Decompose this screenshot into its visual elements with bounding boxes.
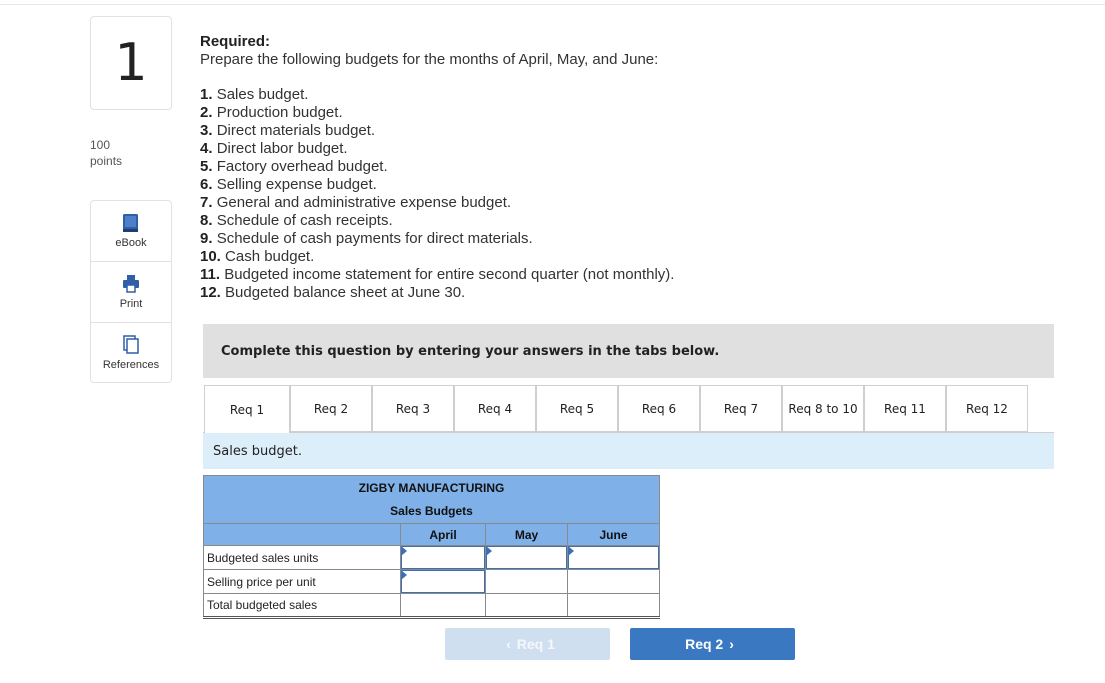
list-item: 5. Factory overhead budget. [200, 158, 388, 175]
ebook-button[interactable] [91, 201, 171, 262]
list-item: 10. Cash budget. [200, 248, 315, 265]
row-label: Selling price per unit [204, 570, 401, 594]
section-subheading: Sales budget. [203, 433, 1054, 469]
cell-input[interactable] [401, 571, 485, 593]
list-item: 8. Schedule of cash receipts. [200, 212, 393, 229]
tab-req-2[interactable]: Req 2 [290, 385, 372, 432]
top-divider [0, 4, 1105, 5]
input-marker-icon [486, 546, 492, 556]
tab-req-11[interactable]: Req 11 [864, 385, 946, 432]
document-stack-icon [122, 335, 140, 355]
references-label: References [102, 359, 160, 371]
column-header-april: April [401, 524, 486, 546]
list-item: 11. Budgeted income statement for entire second quarter (not monthly). [200, 266, 675, 283]
selling-price-april-input[interactable] [401, 570, 486, 594]
points-value: 100 [90, 138, 111, 152]
input-marker-icon [401, 546, 407, 556]
table-title: Sales Budgets [204, 500, 660, 524]
selling-price-june-cell [568, 570, 660, 594]
printer-icon [122, 274, 140, 294]
required-heading: Required: [200, 33, 271, 50]
total-budgeted-sales-april-cell [401, 594, 486, 618]
prev-button-label: Req 1 [516, 636, 555, 652]
tab-req-3[interactable]: Req 3 [372, 385, 454, 432]
column-header-may: May [486, 524, 568, 546]
selling-price-may-cell [486, 570, 568, 594]
print-button[interactable] [91, 262, 171, 323]
tab-req-7[interactable]: Req 7 [700, 385, 782, 432]
points-label: points [90, 154, 123, 168]
column-header-blank [204, 524, 401, 546]
ebook-label: eBook [115, 237, 147, 249]
prev-req-button[interactable] [445, 628, 610, 660]
list-item: 7. General and administrative expense budget. [200, 194, 512, 211]
total-budgeted-sales-june-cell [568, 594, 660, 618]
cell-input[interactable] [486, 547, 567, 569]
references-button[interactable] [91, 323, 171, 384]
tab-req-1[interactable]: Req 1 [204, 385, 290, 433]
table-row [204, 570, 660, 594]
book-icon [122, 213, 140, 233]
next-req-button[interactable] [630, 628, 795, 660]
cell-input[interactable] [568, 547, 659, 569]
list-item: 2. Production budget. [200, 104, 343, 121]
chevron-left-icon: ‹ [506, 636, 511, 652]
chevron-right-icon: › [729, 636, 734, 652]
next-button-label: Req 2 [685, 636, 724, 652]
list-item: 1. Sales budget. [200, 86, 309, 103]
points-info [90, 137, 122, 169]
tab-req-5[interactable]: Req 5 [536, 385, 618, 432]
company-name: ZIGBY MANUFACTURING [204, 476, 660, 500]
required-list [200, 86, 674, 302]
row-label: Total budgeted sales [204, 594, 401, 618]
table-row [204, 594, 660, 618]
print-label: Print [119, 298, 143, 310]
list-item: 6. Selling expense budget. [200, 176, 377, 193]
question-number: 1 [90, 16, 172, 110]
tab-req-4[interactable]: Req 4 [454, 385, 536, 432]
tab-req-6[interactable]: Req 6 [618, 385, 700, 432]
budgeted-sales-units-april-input[interactable] [401, 546, 486, 570]
column-header-june: June [568, 524, 660, 546]
tab-req-12[interactable]: Req 12 [946, 385, 1028, 432]
total-budgeted-sales-may-cell [486, 594, 568, 618]
list-item: 3. Direct materials budget. [200, 122, 376, 139]
tool-panel [90, 200, 172, 383]
input-marker-icon [568, 546, 574, 556]
required-intro: Prepare the following budgets for the months of April, May, and June: [200, 51, 659, 68]
table-row [204, 546, 660, 570]
list-item: 4. Direct labor budget. [200, 140, 348, 157]
list-item: 12. Budgeted balance sheet at June 30. [200, 284, 466, 301]
tab-req-8-to-10[interactable]: Req 8 to 10 [782, 385, 864, 432]
budgeted-sales-units-may-input[interactable] [486, 546, 568, 570]
input-marker-icon [401, 570, 407, 580]
sales-budget-table [203, 475, 660, 619]
row-label: Budgeted sales units [204, 546, 401, 570]
cell-input[interactable] [401, 547, 485, 569]
budgeted-sales-units-june-input[interactable] [568, 546, 660, 570]
instruction-bar: Complete this question by entering your answers in the tabs below. [203, 324, 1054, 378]
list-item: 9. Schedule of cash payments for direct materials. [200, 230, 533, 247]
